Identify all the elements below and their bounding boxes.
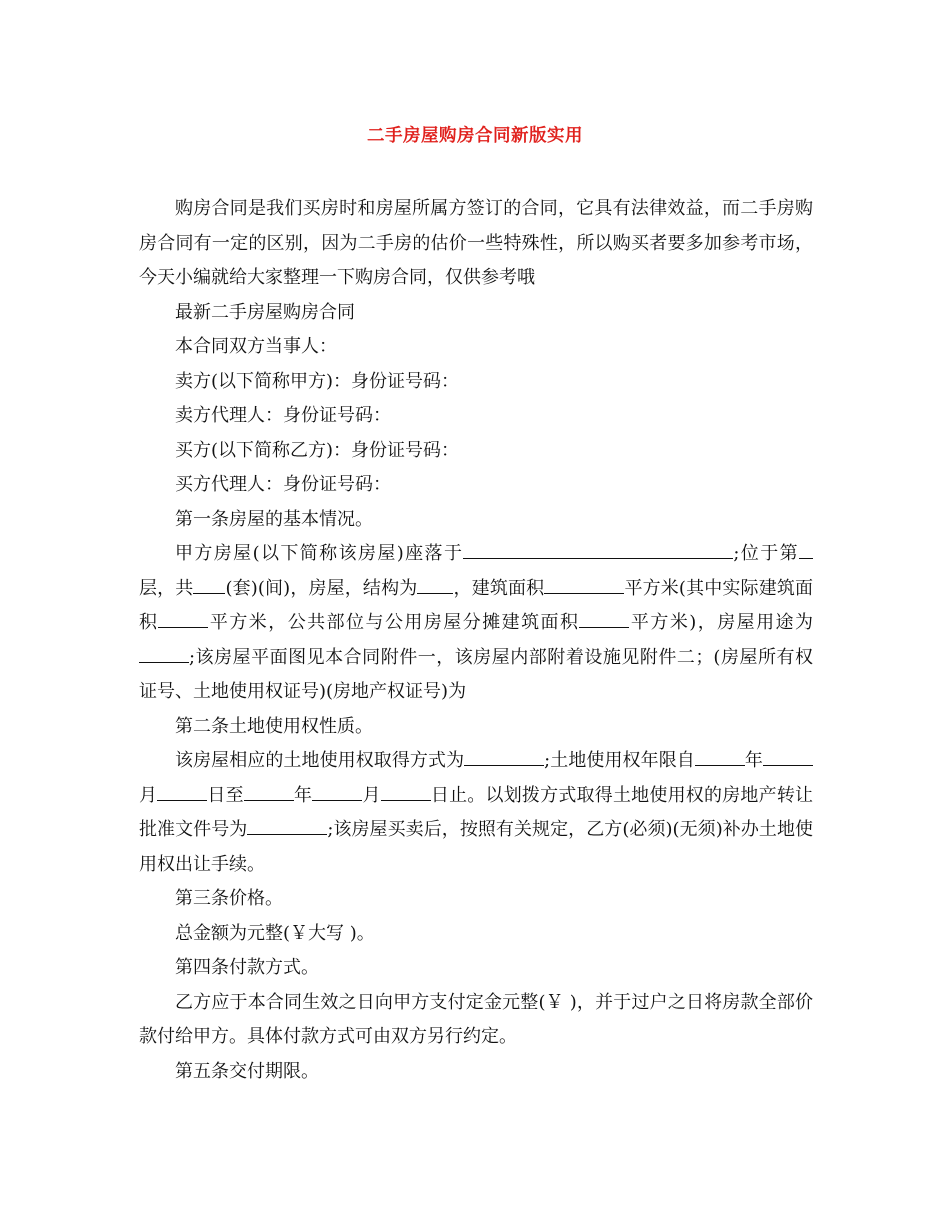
seller-agent-line: 卖方代理人：身份证号码： <box>175 405 391 426</box>
article-2-heading: 第二条土地使用权性质。 <box>175 715 373 737</box>
usage-blank <box>139 644 189 662</box>
article-1-text-5: ，建筑面积 <box>453 577 545 599</box>
acquisition-method-blank <box>464 748 544 766</box>
end-year-blank <box>244 782 294 800</box>
shared-area-blank <box>579 610 629 628</box>
article-2-text-5: 日至 <box>207 784 244 806</box>
article-1-text-9: ;该房屋平面图见本合同附件一，该房屋内部附着设施见附件二；(房屋所有权证号、土地使用权证号)(房地产权证号)为 <box>139 646 813 702</box>
buyer-line: 买方(以下简称乙方)：身份证号码： <box>175 439 460 461</box>
start-day-blank <box>157 782 207 800</box>
article-2-text-8: 日止。以划拨方式取得土地使用权的房地产转让批准文件号为 <box>139 784 814 840</box>
start-year-blank <box>695 748 745 766</box>
approval-number-blank <box>247 817 327 835</box>
seller-line: 卖方(以下简称甲方)：身份证号码： <box>175 370 460 392</box>
article-1-paragraph <box>139 537 813 710</box>
article-2-text-7: 月 <box>362 784 381 806</box>
structure-blank <box>417 575 453 593</box>
article-1-heading: 第一条房屋的基本情况。 <box>175 508 373 530</box>
article-2-paragraph <box>139 744 813 882</box>
article-2-text-6: 年 <box>293 784 313 806</box>
contract-subtitle: 最新二手房屋购房合同 <box>175 301 355 323</box>
article-2-text-3: 年 <box>744 750 764 771</box>
article-4-heading: 第四条付款方式。 <box>175 957 319 978</box>
start-month-blank <box>763 748 813 766</box>
article-1-text-4: (套)(间)，房屋，结构为 <box>225 577 418 599</box>
parties-heading: 本合同双方当事人： <box>175 336 337 357</box>
article-3-heading: 第三条价格。 <box>175 888 283 909</box>
end-month-blank <box>312 782 362 800</box>
intro-paragraph: 购房合同是我们买房时和房屋所属方签订的合同，它具有法律效益，而二手房购房合同有一定的区别，因为二手房的估价一些特殊性，所以购买者要多加参考市场，今天小编就给大家整理一下购房合同，仅供参考哦 <box>139 198 813 288</box>
article-1-text-8: 平方米)，房屋用途为 <box>629 612 813 633</box>
article-5-heading: 第五条交付期限。 <box>175 1060 319 1082</box>
article-3-text: 总金额为元整(￥大写 )。 <box>175 922 375 944</box>
document-body <box>139 192 813 1089</box>
buyer-agent-line: 买方代理人：身份证号码： <box>175 474 391 495</box>
floor-blank <box>799 541 813 559</box>
units-blank <box>193 575 225 593</box>
article-2-text-9: ;该房屋买卖后，按照有关规定，乙方(必须)(无须)补办土地使用权出让手续。 <box>139 819 813 875</box>
article-2-text-2: ;土地使用权年限自 <box>544 750 695 771</box>
article-4-text: 乙方应于本合同生效之日向甲方支付定金元整(￥ )，并于过户之日将房款全部价款付给甲方。具体付款方式可由双方另行约定。 <box>139 991 813 1047</box>
article-1-text-1: 甲方房屋(以下简称该房屋)座落于 <box>175 543 464 564</box>
article-1-text-3: 层，共 <box>139 577 194 599</box>
article-1-text-6: 平方米(其中实际建筑面积 <box>139 577 814 633</box>
floor-area-blank <box>544 575 624 593</box>
article-2-text-1: 该房屋相应的土地使用权取得方式为 <box>175 750 465 771</box>
address-blank <box>463 541 733 559</box>
document-title: 二手房屋购房合同新版实用 <box>367 126 583 146</box>
actual-area-blank <box>158 610 208 628</box>
article-2-text-4: 月 <box>139 784 158 806</box>
article-1-text-2: ;位于第 <box>733 543 799 564</box>
article-1-text-7: 平方米，公共部位与公用房屋分摊建筑面积 <box>208 612 580 633</box>
end-day-blank <box>381 782 431 800</box>
